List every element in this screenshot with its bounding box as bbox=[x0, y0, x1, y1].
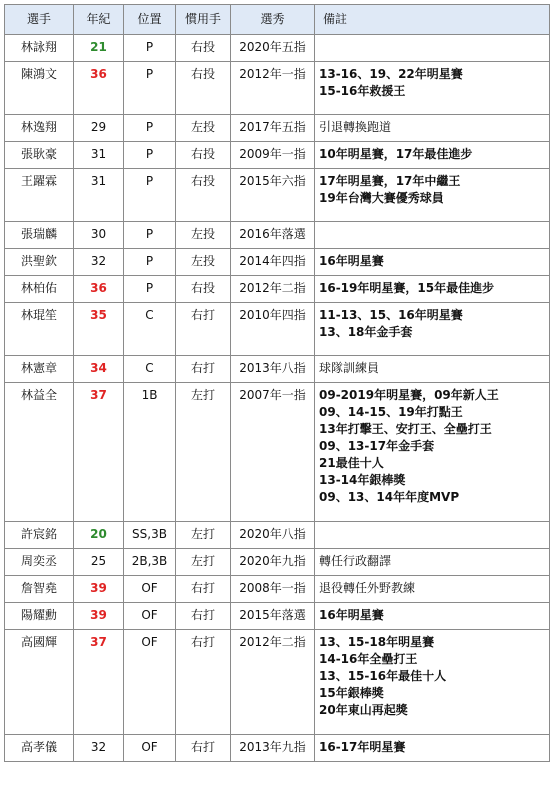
table-row bbox=[5, 549, 550, 576]
player-notes bbox=[315, 576, 550, 603]
player-name: 林詠翔 bbox=[5, 35, 74, 62]
player-position: C bbox=[124, 356, 176, 383]
header-hand: 慣用手 bbox=[176, 5, 231, 35]
player-hand: 右投 bbox=[176, 62, 231, 115]
player-notes bbox=[315, 142, 550, 169]
player-position: P bbox=[124, 169, 176, 222]
player-age: 37 bbox=[74, 630, 124, 735]
player-position: P bbox=[124, 115, 176, 142]
player-position: C bbox=[124, 303, 176, 356]
note-line: 16年明星賽 bbox=[319, 254, 384, 268]
player-notes bbox=[315, 62, 550, 115]
player-position: P bbox=[124, 62, 176, 115]
table-row bbox=[5, 142, 550, 169]
player-name: 王躍霖 bbox=[5, 169, 74, 222]
player-name: 林憲章 bbox=[5, 356, 74, 383]
note-line: 引退轉換跑道 bbox=[319, 120, 392, 134]
note-line: 09、13、14年年度MVP bbox=[319, 490, 460, 504]
player-notes bbox=[315, 169, 550, 222]
player-position: 1B bbox=[124, 383, 176, 522]
player-age: 35 bbox=[74, 303, 124, 356]
player-name: 林益全 bbox=[5, 383, 74, 522]
player-age: 32 bbox=[74, 735, 124, 762]
note-line: 13、18年金手套 bbox=[319, 325, 413, 339]
player-name: 張瑞麟 bbox=[5, 222, 74, 249]
player-age: 20 bbox=[74, 522, 124, 549]
player-hand: 右投 bbox=[176, 169, 231, 222]
table-row bbox=[5, 576, 550, 603]
table-row bbox=[5, 169, 550, 222]
player-position: OF bbox=[124, 603, 176, 630]
note-line: 13年打擊王、安打王、全壘打王 bbox=[319, 422, 492, 436]
note-line: 09、14-15、19年打點王 bbox=[319, 405, 463, 419]
player-notes bbox=[315, 522, 550, 549]
note-line: 13-16、19、22年明星賽 bbox=[319, 67, 463, 81]
player-draft: 2017年五指 bbox=[231, 115, 315, 142]
player-draft: 2013年八指 bbox=[231, 356, 315, 383]
note-line: 19年台灣大賽優秀球員 bbox=[319, 191, 444, 205]
player-hand: 左打 bbox=[176, 383, 231, 522]
player-age: 31 bbox=[74, 142, 124, 169]
player-name: 林琨笙 bbox=[5, 303, 74, 356]
player-hand: 左投 bbox=[176, 222, 231, 249]
player-notes bbox=[315, 630, 550, 735]
note-line: 20年東山再起獎 bbox=[319, 703, 408, 717]
player-hand: 右打 bbox=[176, 303, 231, 356]
table-row bbox=[5, 303, 550, 356]
table-row bbox=[5, 249, 550, 276]
player-age: 34 bbox=[74, 356, 124, 383]
player-draft: 2009年一指 bbox=[231, 142, 315, 169]
player-draft: 2012年二指 bbox=[231, 630, 315, 735]
note-line: 16-17年明星賽 bbox=[319, 740, 406, 754]
note-line: 10年明星賽，17年最佳進步 bbox=[319, 147, 473, 161]
player-hand: 右打 bbox=[176, 603, 231, 630]
player-name: 許宸銘 bbox=[5, 522, 74, 549]
header-draft: 選秀 bbox=[231, 5, 315, 35]
player-position: OF bbox=[124, 735, 176, 762]
player-position: P bbox=[124, 142, 176, 169]
player-position: P bbox=[124, 222, 176, 249]
player-position: 2B,3B bbox=[124, 549, 176, 576]
note-line: 09-2019年明星賽，09年新人王 bbox=[319, 388, 499, 402]
table-row bbox=[5, 35, 550, 62]
table-row bbox=[5, 735, 550, 762]
player-notes bbox=[315, 115, 550, 142]
player-position: OF bbox=[124, 630, 176, 735]
roster-body bbox=[5, 35, 550, 762]
table-row bbox=[5, 522, 550, 549]
player-name: 張耿豪 bbox=[5, 142, 74, 169]
player-position: OF bbox=[124, 576, 176, 603]
player-age: 21 bbox=[74, 35, 124, 62]
player-age: 32 bbox=[74, 249, 124, 276]
player-draft: 2008年一指 bbox=[231, 576, 315, 603]
note-line: 09、13-17年金手套 bbox=[319, 439, 435, 453]
player-hand: 右投 bbox=[176, 142, 231, 169]
player-position: P bbox=[124, 249, 176, 276]
player-notes bbox=[315, 249, 550, 276]
player-age: 37 bbox=[74, 383, 124, 522]
note-line: 13、15-16年最佳十人 bbox=[319, 669, 447, 683]
player-position: SS,3B bbox=[124, 522, 176, 549]
table-row bbox=[5, 62, 550, 115]
player-draft: 2015年六指 bbox=[231, 169, 315, 222]
player-draft: 2016年落選 bbox=[231, 222, 315, 249]
table-row bbox=[5, 276, 550, 303]
player-position: P bbox=[124, 35, 176, 62]
player-draft: 2014年四指 bbox=[231, 249, 315, 276]
note-line: 15年銀棒獎 bbox=[319, 686, 384, 700]
player-age: 36 bbox=[74, 276, 124, 303]
player-notes bbox=[315, 383, 550, 522]
player-notes bbox=[315, 35, 550, 62]
player-name: 陳鴻文 bbox=[5, 62, 74, 115]
player-draft: 2007年一指 bbox=[231, 383, 315, 522]
player-age: 30 bbox=[74, 222, 124, 249]
player-name: 周奕丞 bbox=[5, 549, 74, 576]
player-name: 林柏佑 bbox=[5, 276, 74, 303]
player-draft: 2020年八指 bbox=[231, 522, 315, 549]
player-name: 詹智堯 bbox=[5, 576, 74, 603]
player-notes bbox=[315, 356, 550, 383]
header-notes: 備註 bbox=[315, 5, 550, 35]
player-position: P bbox=[124, 276, 176, 303]
note-line: 13-14年銀棒獎 bbox=[319, 473, 406, 487]
player-age: 25 bbox=[74, 549, 124, 576]
table-row bbox=[5, 383, 550, 522]
note-line: 14-16年全壘打王 bbox=[319, 652, 418, 666]
player-draft: 2013年九指 bbox=[231, 735, 315, 762]
header-row bbox=[5, 5, 550, 35]
player-draft: 2010年四指 bbox=[231, 303, 315, 356]
note-line: 轉任行政翻譯 bbox=[319, 554, 392, 568]
player-hand: 右打 bbox=[176, 356, 231, 383]
note-line: 11-13、15、16年明星賽 bbox=[319, 308, 463, 322]
player-name: 林逸翔 bbox=[5, 115, 74, 142]
note-line: 退役轉任外野教練 bbox=[319, 581, 416, 595]
note-line: 15-16年救援王 bbox=[319, 84, 406, 98]
player-hand: 右打 bbox=[176, 630, 231, 735]
player-draft: 2012年一指 bbox=[231, 62, 315, 115]
player-hand: 右打 bbox=[176, 576, 231, 603]
player-age: 31 bbox=[74, 169, 124, 222]
player-draft: 2020年九指 bbox=[231, 549, 315, 576]
player-notes bbox=[315, 735, 550, 762]
table-row bbox=[5, 603, 550, 630]
player-name: 洪聖欽 bbox=[5, 249, 74, 276]
note-line: 16-19年明星賽，15年最佳進步 bbox=[319, 281, 495, 295]
player-notes bbox=[315, 276, 550, 303]
player-draft: 2012年二指 bbox=[231, 276, 315, 303]
note-line: 球隊訓練員 bbox=[319, 361, 380, 375]
player-name: 高孝儀 bbox=[5, 735, 74, 762]
player-notes bbox=[315, 222, 550, 249]
player-hand: 左打 bbox=[176, 549, 231, 576]
player-notes bbox=[315, 603, 550, 630]
player-notes bbox=[315, 549, 550, 576]
header-age: 年紀 bbox=[74, 5, 124, 35]
player-name: 陽耀勳 bbox=[5, 603, 74, 630]
player-hand: 左投 bbox=[176, 249, 231, 276]
header-position: 位置 bbox=[124, 5, 176, 35]
player-age: 29 bbox=[74, 115, 124, 142]
player-hand: 右投 bbox=[176, 35, 231, 62]
note-line: 16年明星賽 bbox=[319, 608, 384, 622]
player-notes bbox=[315, 303, 550, 356]
table-row bbox=[5, 115, 550, 142]
table-row bbox=[5, 630, 550, 735]
player-age: 36 bbox=[74, 62, 124, 115]
note-line: 21最佳十人 bbox=[319, 456, 384, 470]
player-hand: 左投 bbox=[176, 115, 231, 142]
player-hand: 右打 bbox=[176, 735, 231, 762]
player-draft: 2020年五指 bbox=[231, 35, 315, 62]
player-roster-table bbox=[4, 4, 550, 762]
note-line: 13、15-18年明星賽 bbox=[319, 635, 435, 649]
table-row bbox=[5, 356, 550, 383]
player-name: 高國輝 bbox=[5, 630, 74, 735]
player-age: 39 bbox=[74, 576, 124, 603]
table-row bbox=[5, 222, 550, 249]
player-age: 39 bbox=[74, 603, 124, 630]
player-hand: 左打 bbox=[176, 522, 231, 549]
header-name: 選手 bbox=[5, 5, 74, 35]
player-draft: 2015年落選 bbox=[231, 603, 315, 630]
note-line: 17年明星賽，17年中繼王 bbox=[319, 174, 461, 188]
player-hand: 右投 bbox=[176, 276, 231, 303]
